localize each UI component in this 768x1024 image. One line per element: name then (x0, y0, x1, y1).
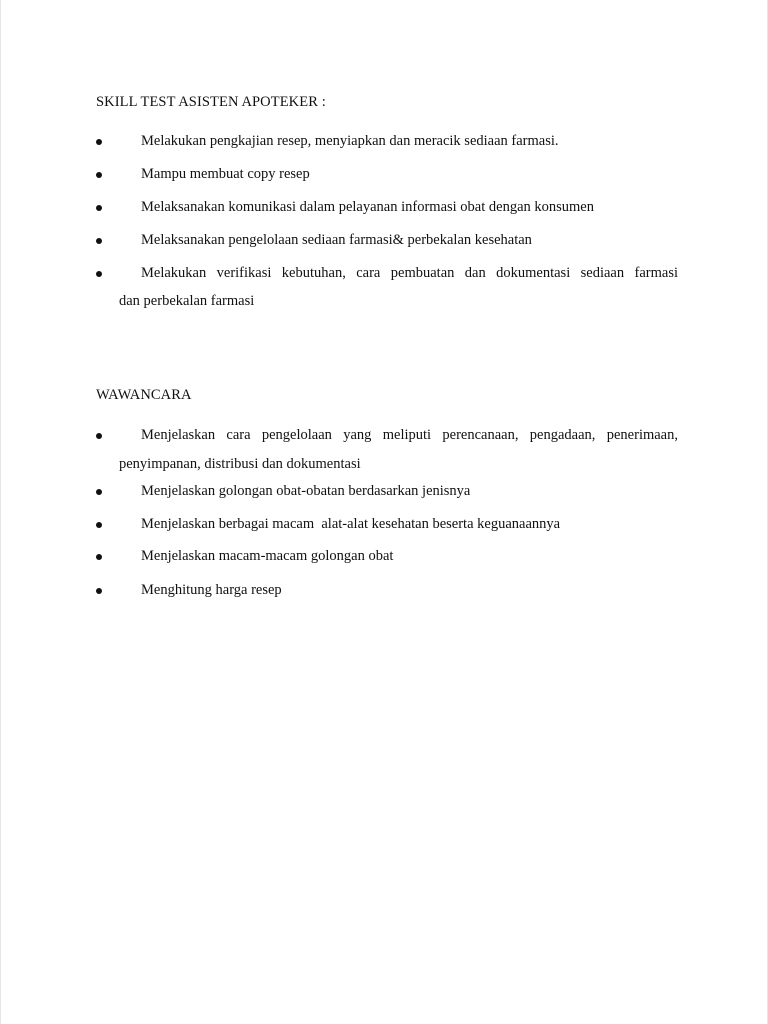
list-item-text: Melaksanakan pengelolaan sediaan farmasi& perbekalan kesehatan (141, 232, 532, 248)
bullet-icon (96, 172, 102, 178)
list-item-text: Menjelaskan berbagai macam alat-alat kesehatan beserta keguanaannya (141, 516, 561, 532)
bullet-icon (96, 433, 102, 439)
bullet-icon (96, 554, 102, 560)
list-item-text: Menghitung harga resep (141, 582, 282, 598)
skill-test-heading: SKILL TEST ASISTEN APOTEKER : (96, 94, 326, 110)
list-item-text: Menjelaskan cara pengelolaan yang meliputi perencanaan, pengadaan, penerimaan, (141, 427, 678, 443)
bullet-icon (96, 588, 102, 594)
list-item-text: Melakukan verifikasi kebutuhan, cara pembuatan dan dokumentasi sediaan farmasi (141, 265, 678, 281)
bullet-icon (96, 238, 102, 244)
bullet-icon (96, 139, 102, 145)
bullet-icon (96, 489, 102, 495)
bullet-icon (96, 271, 102, 277)
list-item-text: Melakukan pengkajian resep, menyiapkan dan meracik sediaan farmasi. (141, 133, 559, 149)
list-item-text: Menjelaskan golongan obat-obatan berdasarkan jenisnya (141, 483, 471, 499)
list-item-text: Mampu membuat copy resep (141, 166, 310, 182)
list-item-continuation: penyimpanan, distribusi dan dokumentasi (119, 456, 361, 472)
list-item-text: Melaksanakan komunikasi dalam pelayanan informasi obat dengan konsumen (141, 199, 594, 215)
list-item-text: Menjelaskan macam-macam golongan obat (141, 548, 394, 564)
wawancara-heading: WAWANCARA (96, 387, 192, 403)
bullet-icon (96, 522, 102, 528)
bullet-icon (96, 205, 102, 211)
list-item-continuation: dan perbekalan farmasi (119, 293, 255, 309)
